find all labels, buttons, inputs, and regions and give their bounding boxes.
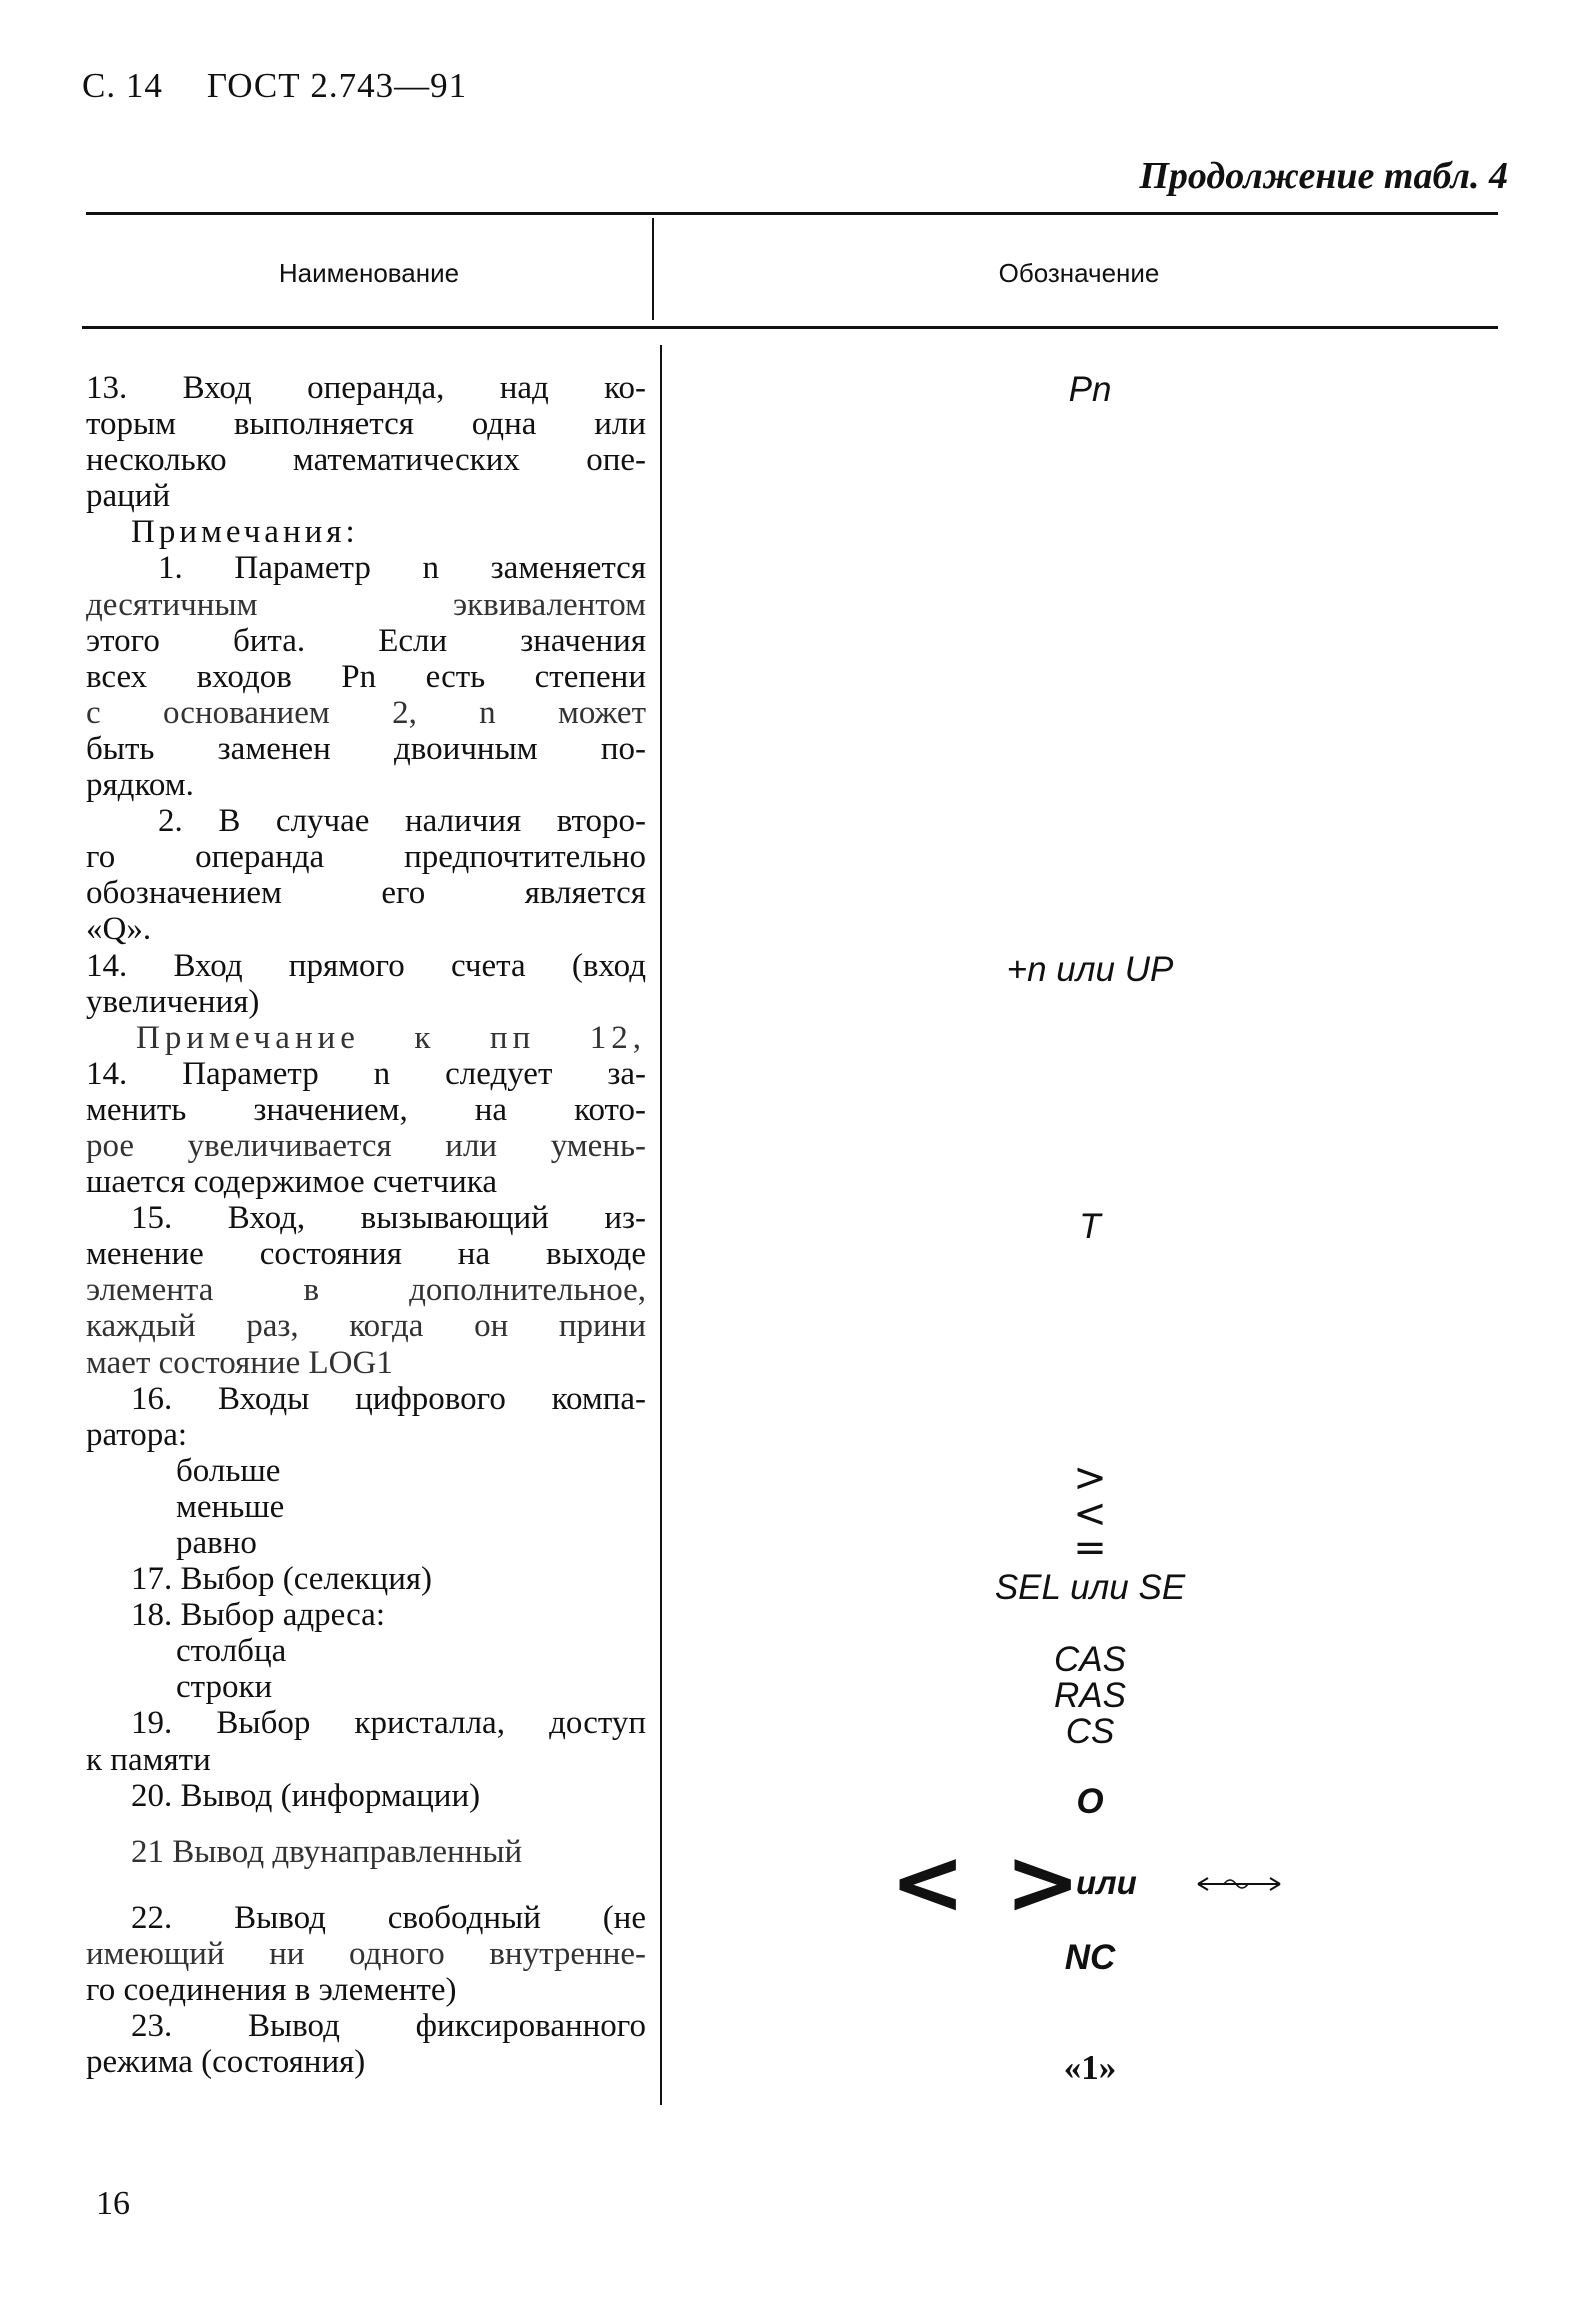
row-16-item-less: меньше [176, 1488, 285, 1525]
note-2-line-2: го операнда предпочтительно [86, 839, 646, 876]
row-20-text: 20. Вывод (информации) [131, 1777, 481, 1814]
note-1-line-1: 1. Параметр n заменяется [158, 550, 646, 587]
symbol-equal: = [1073, 1525, 1107, 1571]
column-header-name: Наименование [278, 258, 460, 288]
left-angle-symbol: < [890, 1830, 966, 1935]
row-13-line-3: несколько математических опе- [86, 442, 646, 479]
standard-number: ГОСТ 2.743—91 [206, 66, 468, 105]
symbol-row-14: +n или UP [1006, 950, 1174, 989]
symbol-row-21 [890, 1830, 1310, 1940]
symbol-cas: CAS [1054, 1640, 1126, 1679]
row-13-line-4: раций [86, 478, 171, 515]
note-2-line-1: 2. В случае наличия второ- [158, 803, 646, 840]
row-15-line-2: менение состояния на выходе [86, 1236, 646, 1273]
row-14-note-line-1: Примечание к пп 12, [136, 1019, 646, 1056]
note-1-line-7: рядком. [86, 767, 194, 804]
row-23-line-2: режима (состояния) [86, 2044, 366, 2081]
note-1-line-6: быть заменен двоичным по- [86, 730, 646, 767]
row-23-line-1: 23. Вывод фиксированного [131, 2008, 646, 2045]
symbol-row-22: NC [1064, 1938, 1116, 1977]
symbol-row-23: «1» [1063, 2048, 1117, 2087]
row-18-item-row: строки [176, 1669, 273, 1706]
header-bottom-rule [82, 326, 1498, 329]
row-16-line-2: ратора: [86, 1416, 188, 1453]
note-2-line-3: обозначением его является [86, 875, 646, 912]
row-22-line-2: имеющий ни одного внутренне- [86, 1935, 646, 1972]
row-14-note-line-4: рое увеличивается или умень- [86, 1127, 646, 1164]
row-13-line-2: торым выполняется одна или [86, 406, 646, 443]
row-22-line-1: 22. Вывод свободный (не [131, 1899, 646, 1936]
row-21-text: 21 Вывод двунаправленный [131, 1833, 523, 1870]
right-angle-symbol: > [1005, 1830, 1081, 1935]
notes-heading: Примечания: [131, 514, 359, 551]
row-14-line-1: 14. Вход прямого счета (вход [86, 947, 646, 984]
note-1-line-5: с основанием 2, n может [86, 694, 646, 731]
row-14-note-line-2: 14. Параметр n следует за- [86, 1055, 646, 1092]
row-14-note-line-3: менить значением, на кото- [86, 1091, 646, 1128]
row-18-text: 18. Выбор адреса: [131, 1597, 385, 1634]
row-18-item-column: столбца [176, 1633, 287, 1670]
row-15-line-1: 15. Вход, вызывающий из- [131, 1200, 646, 1237]
row-19-line-1: 19. Выбор кристалла, доступ [131, 1705, 646, 1742]
row-17-text: 17. Выбор (селекция) [131, 1561, 433, 1598]
symbol-row-20: O [1076, 1782, 1104, 1821]
note-1-line-3: этого бита. Если значения [86, 622, 646, 659]
symbol-less: < [1073, 1491, 1107, 1537]
row-19-line-2: к памяти [86, 1741, 211, 1778]
page-label: С. 14 [82, 66, 163, 105]
symbol-row-13: Pn [1068, 370, 1112, 409]
symbol-row-17: SEL или SE [994, 1568, 1186, 1607]
column-header-designation: Обозначение [998, 258, 1160, 288]
note-1-line-2: десятичным эквивалентом [86, 586, 646, 623]
page-header [82, 66, 467, 106]
table-continuation-label: Продолжение табл. 4 [1139, 155, 1508, 197]
row-15-line-4: каждый раз, когда он прини [86, 1308, 646, 1345]
row-22-line-3: го соединения в элементе) [86, 1972, 457, 2009]
symbol-greater: > [1073, 1455, 1107, 1501]
note-2-line-4: «Q». [86, 911, 152, 948]
row-16-item-equal: равно [176, 1525, 257, 1561]
table-top-rule [86, 212, 1498, 215]
row-14-note-line-5: шается содержимое счетчика [86, 1164, 497, 1201]
row-13-line-1: 13. Вход операнда, над ко- [86, 370, 646, 406]
or-word: или [1076, 1864, 1137, 1901]
row-16-line-1: 16. Входы цифрового компа- [131, 1380, 646, 1417]
note-1-line-4: всех входов Pn есть степени [86, 658, 646, 695]
page-number: 16 [96, 2185, 130, 2222]
symbol-ras: RAS [1054, 1676, 1126, 1715]
row-15-line-5: мает состояние LOG1 [86, 1344, 393, 1381]
bidirectional-arrow-icon [1194, 1872, 1284, 1896]
row-16-item-greater: больше [176, 1452, 281, 1489]
symbol-row-19: CS [1065, 1712, 1115, 1751]
row-14-line-2: увеличения) [86, 983, 260, 1020]
name-column [86, 370, 646, 2080]
symbol-row-15: T [1079, 1207, 1101, 1246]
row-15-line-3: элемента в дополнительное, [86, 1272, 646, 1309]
